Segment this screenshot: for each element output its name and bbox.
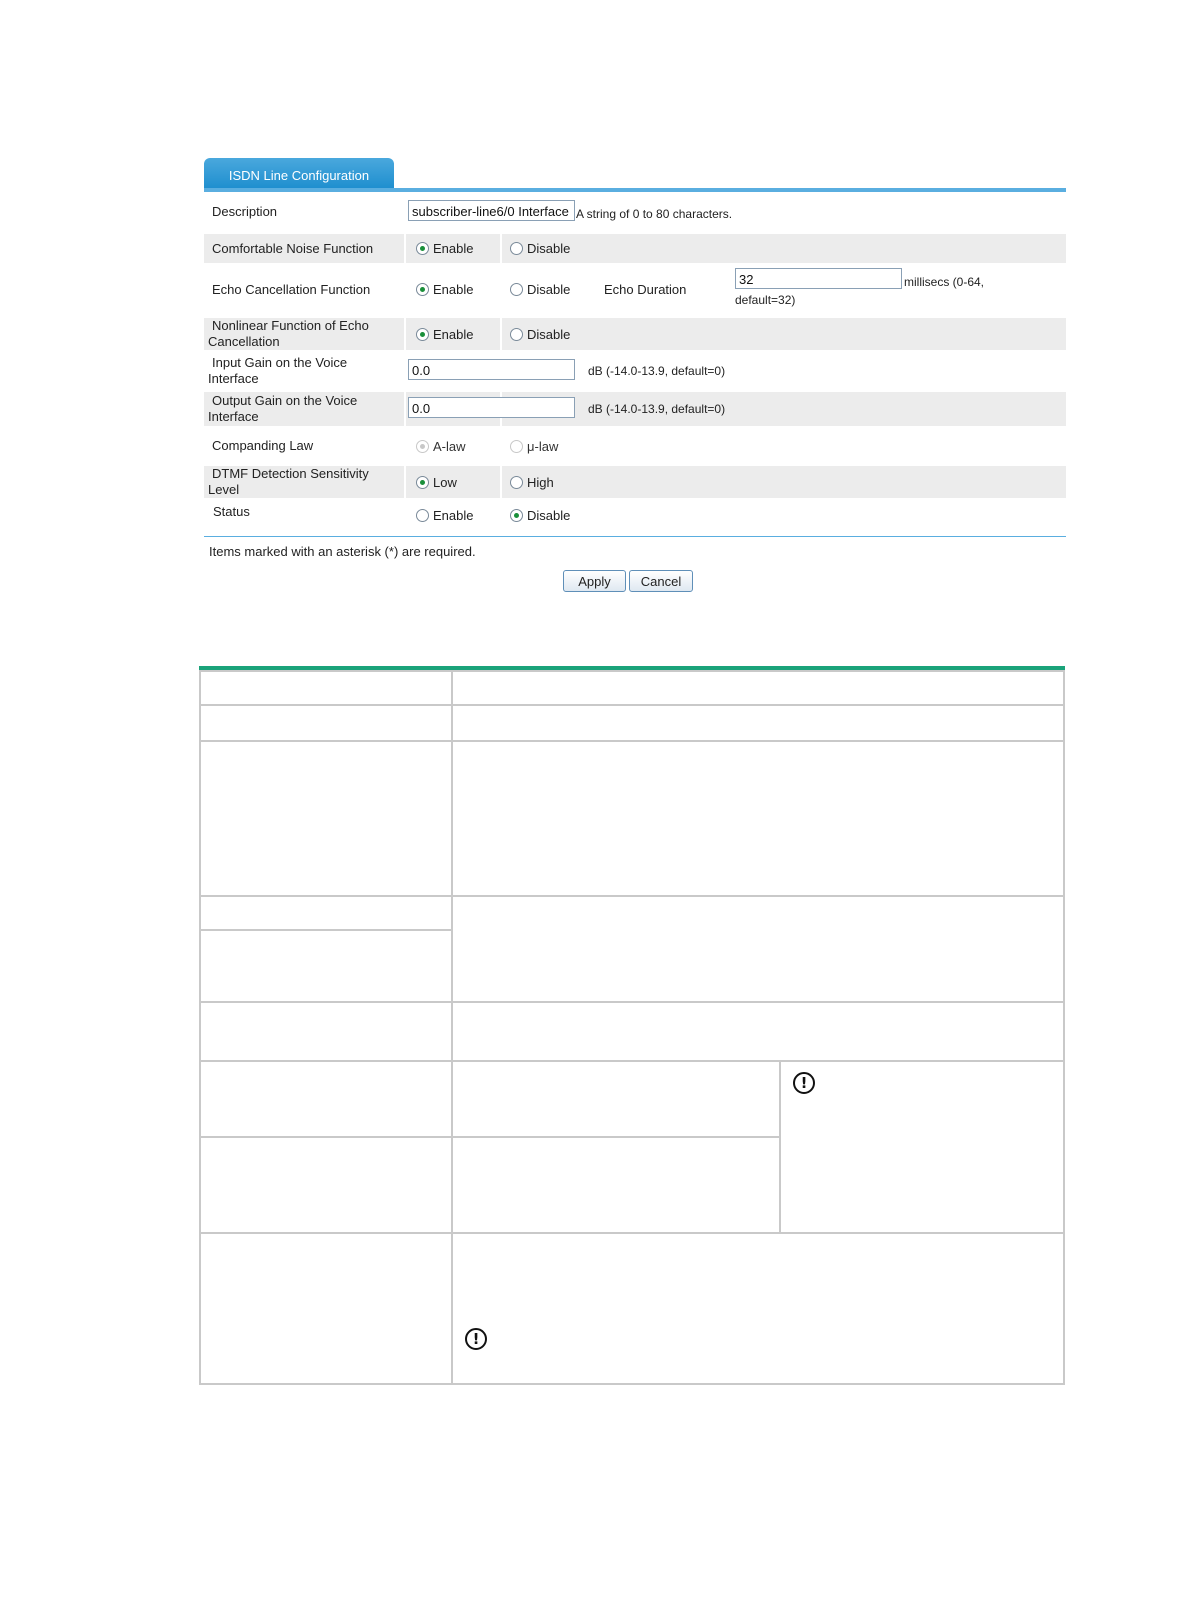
input-gain-label: Input Gain on the Voice Interface [208,355,348,386]
table-cell [199,929,453,1003]
radio-checked-icon [416,328,429,341]
table-header-cell [451,670,1065,706]
table-note-cell [779,1060,1065,1234]
table-cell [451,704,1065,742]
echo-cancellation-enable-radio[interactable]: Enable [416,282,473,297]
table-header-cell [199,670,453,706]
cancel-button[interactable]: Cancel [629,570,693,592]
nonlinear-label: Nonlinear Function of Echo Cancellation [208,318,369,349]
apply-button[interactable]: Apply [563,570,626,592]
row-nonlinear [204,318,1066,350]
echo-duration-input[interactable]: 32 [735,268,902,289]
radio-checked-disabled-icon [416,440,429,453]
radio-checked-icon [416,476,429,489]
tab-underline [204,188,1066,192]
input-gain-hint: dB (-14.0-13.9, default=0) [588,364,726,378]
isdn-line-config-panel [204,158,1066,589]
table-cell [199,704,453,742]
row-description [204,198,1066,228]
output-gain-label: Output Gain on the Voice Interface [208,393,358,424]
echo-cancellation-label: Echo Cancellation Function [212,282,371,297]
echo-duration-hint: millisecs (0-64, [904,275,985,289]
row-echo-cancellation [204,266,1066,314]
nonlinear-disable-radio[interactable]: Disable [510,327,570,342]
row-companding-law [204,429,1066,463]
table-cell [451,740,1065,897]
table-cell [199,895,453,931]
important-note-icon: ! [793,1072,815,1094]
table-cell [199,1060,453,1138]
echo-duration-hint-default: default=32) [735,293,796,307]
radio-checked-icon [416,283,429,296]
description-hint: A string of 0 to 80 characters. [576,207,733,221]
radio-checked-icon [510,509,523,522]
status-label: Status [213,504,250,519]
description-label: Description [212,204,278,219]
comfort-noise-label: Comfortable Noise Function [212,241,374,256]
status-disable-radio[interactable]: Disable [510,508,570,523]
table-cell [199,1232,453,1385]
tab-bar [204,158,1066,192]
table-note-cell [451,1232,1065,1385]
form-bottom-divider [204,536,1066,537]
comfort-noise-enable-radio[interactable]: Enable [416,241,473,256]
table-cell [199,740,453,897]
table-cell [451,1136,781,1234]
dtmf-high-radio[interactable]: High [510,475,554,490]
table-cell [451,1001,1065,1062]
description-input[interactable]: subscriber-line6/0 Interface [408,200,575,221]
table-cell [451,1060,781,1138]
output-gain-input[interactable]: 0.0 [408,397,575,418]
input-gain-input[interactable]: 0.0 [408,359,575,380]
row-dtmf [204,466,1066,498]
dtmf-label: DTMF Detection Sensitivity Level [208,466,369,497]
echo-cancellation-disable-radio[interactable]: Disable [510,282,570,297]
radio-checked-icon [416,242,429,255]
table-cell [451,895,1065,1003]
companding-alaw-radio[interactable]: A-law [416,439,466,454]
radio-unchecked-icon [510,242,523,255]
radio-unchecked-disabled-icon [510,440,523,453]
row-output-gain [204,392,1066,426]
radio-unchecked-icon [510,283,523,296]
required-note: Items marked with an asterisk (*) are required. [209,544,476,559]
radio-unchecked-icon [510,476,523,489]
status-enable-radio[interactable]: Enable [416,508,473,523]
table-cell [199,1136,453,1234]
output-gain-hint: dB (-14.0-13.9, default=0) [588,402,726,416]
comfort-noise-disable-radio[interactable]: Disable [510,241,570,256]
tab-isdn-line-configuration[interactable]: ISDN Line Configuration [204,158,394,188]
radio-unchecked-icon [510,328,523,341]
nonlinear-enable-radio[interactable]: Enable [416,327,473,342]
companding-law-label: Companding Law [212,438,314,453]
echo-duration-label: Echo Duration [604,282,687,297]
dtmf-low-radio[interactable]: Low [416,475,457,490]
companding-mulaw-radio[interactable]: μ-law [510,439,558,454]
table-cell [199,1001,453,1062]
row-comfort-noise [204,234,1066,263]
radio-unchecked-icon [416,509,429,522]
important-note-icon: ! [465,1328,487,1350]
row-status [204,501,1066,531]
row-input-gain [204,353,1066,389]
